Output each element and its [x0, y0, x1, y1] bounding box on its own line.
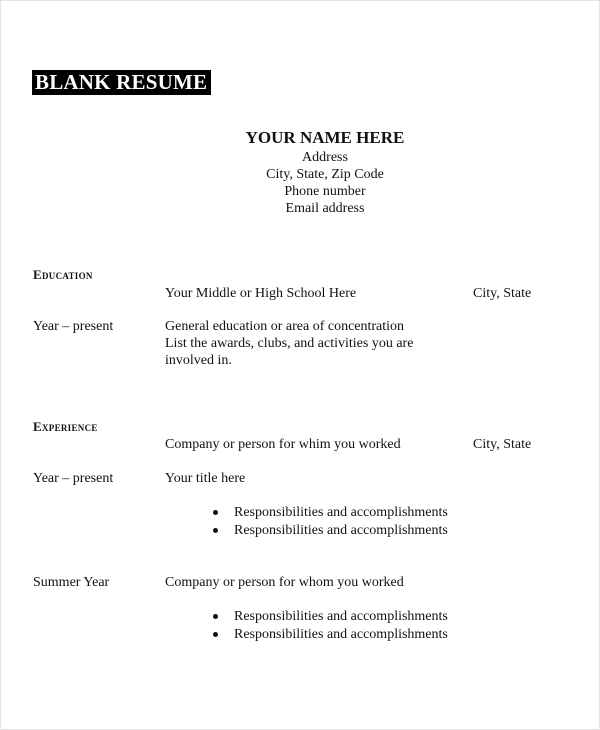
- education-heading: Education: [33, 267, 93, 282]
- address-line: Address: [302, 150, 348, 165]
- job-responsibilities: [211, 608, 448, 644]
- bullet-icon: [213, 510, 218, 515]
- responsibility-text: Responsibilities and accomplishments: [234, 609, 448, 624]
- job-company: Company or person for whom you worked: [165, 575, 404, 590]
- education-detail-line: List the awards, clubs, and activities you are: [165, 336, 414, 351]
- responsibility-text: Responsibilities and accomplishments: [234, 523, 448, 538]
- resume-title: BLANK RESUME: [32, 70, 211, 95]
- job-title: Your title here: [165, 471, 246, 486]
- job-company: Company or person for whim you worked: [165, 437, 401, 452]
- education-school: Your Middle or High School Here: [165, 286, 357, 301]
- education-detail-line: involved in.: [165, 353, 232, 368]
- phone-line: Phone number: [284, 184, 366, 199]
- job-date: Summer Year: [33, 575, 110, 590]
- list-item: [211, 608, 448, 626]
- education-detail-line: General education or area of concentration: [165, 319, 405, 334]
- email-line: Email address: [285, 201, 365, 216]
- job-responsibilities: [211, 504, 448, 540]
- applicant-name: YOUR NAME HERE: [245, 128, 405, 147]
- responsibility-text: Responsibilities and accomplishments: [234, 627, 448, 642]
- education-details: [165, 318, 445, 369]
- responsibility-text: Responsibilities and accomplishments: [234, 505, 448, 520]
- bullet-icon: [213, 632, 218, 637]
- contact-header: [1, 127, 600, 217]
- job-date: Year – present: [33, 471, 114, 486]
- education-date: Year – present: [33, 319, 114, 334]
- experience-heading: Experience: [33, 419, 98, 434]
- list-item: [211, 522, 448, 540]
- job-location: City, State: [473, 437, 532, 452]
- bullet-icon: [213, 614, 218, 619]
- bullet-icon: [213, 528, 218, 533]
- list-item: [211, 626, 448, 644]
- city-state-zip-line: City, State, Zip Code: [266, 167, 384, 182]
- education-location: City, State: [473, 286, 532, 301]
- list-item: [211, 504, 448, 522]
